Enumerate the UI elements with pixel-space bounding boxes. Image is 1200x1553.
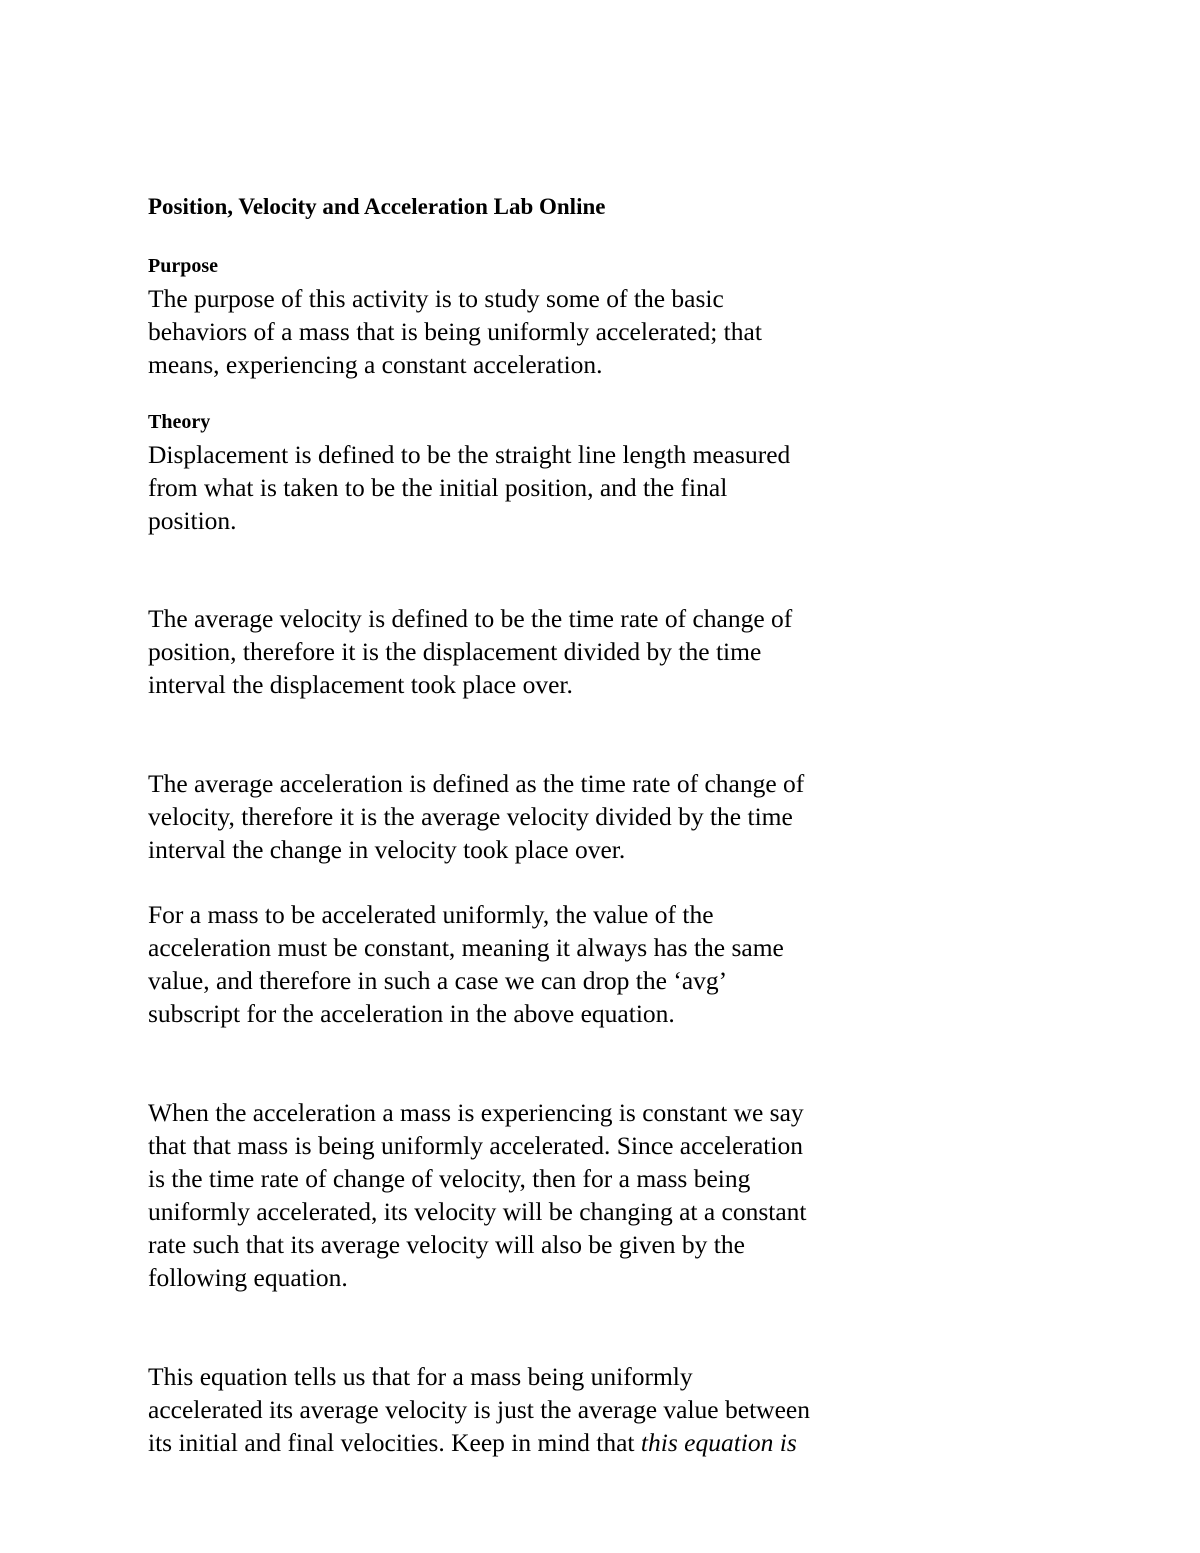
- equation-explanation-paragraph: [148, 1360, 908, 1459]
- text-line: value, and therefore in such a case we can drop the ‘avg’: [148, 966, 728, 995]
- text-line: following equation.: [148, 1263, 348, 1292]
- text-line: Displacement is defined to be the straight line length measured: [148, 440, 791, 469]
- text-line: position, therefore it is the displacement divided by the time: [148, 637, 762, 666]
- text-line: interval the displacement took place over.: [148, 670, 573, 699]
- text-line: interval the change in velocity took place over.: [148, 835, 626, 864]
- text-line: The average velocity is defined to be the time rate of change of: [148, 604, 793, 633]
- text-line: This equation tells us that for a mass being uniformly: [148, 1362, 693, 1391]
- theory-paragraph: [148, 438, 908, 537]
- average-acceleration-paragraph: [148, 767, 908, 866]
- text-line: For a mass to be accelerated uniformly, the value of the: [148, 900, 714, 929]
- text-line: that that mass is being uniformly accelerated. Since acceleration: [148, 1131, 803, 1160]
- text-line: accelerated its average velocity is just the average value between: [148, 1395, 810, 1424]
- italic-text-run: this equation is: [640, 1428, 797, 1457]
- constant-acceleration-paragraph: [148, 1096, 908, 1294]
- text-line: rate such that its average velocity will also be given by the: [148, 1230, 745, 1259]
- text-line: subscript for the acceleration in the above equation.: [148, 999, 675, 1028]
- text-line: from what is taken to be the initial position, and the final: [148, 473, 728, 502]
- text-line: velocity, therefore it is the average velocity divided by the time: [148, 802, 793, 831]
- average-velocity-paragraph: [148, 602, 908, 701]
- text-line: [148, 1426, 908, 1459]
- text-line: is the time rate of change of velocity, then for a mass being: [148, 1164, 751, 1193]
- text-line: When the acceleration a mass is experiencing is constant we say: [148, 1098, 804, 1127]
- text-run: its initial and final velocities. Keep in mind that: [148, 1428, 641, 1457]
- text-line: acceleration must be constant, meaning it always has the same: [148, 933, 784, 962]
- text-line: position.: [148, 506, 237, 535]
- document-title: Position, Velocity and Acceleration Lab Online: [148, 194, 606, 219]
- text-line: The purpose of this activity is to study some of the basic: [148, 284, 724, 313]
- text-line: uniformly accelerated, its velocity will be changing at a constant: [148, 1197, 807, 1226]
- purpose-paragraph: [148, 282, 908, 381]
- section-heading-purpose: Purpose: [148, 255, 218, 277]
- text-line: means, experiencing a constant acceleration.: [148, 350, 603, 379]
- text-line: The average acceleration is defined as the time rate of change of: [148, 769, 805, 798]
- text-line: behaviors of a mass that is being uniformly accelerated; that: [148, 317, 762, 346]
- uniform-acceleration-paragraph: [148, 898, 908, 1030]
- section-heading-theory: Theory: [148, 411, 211, 433]
